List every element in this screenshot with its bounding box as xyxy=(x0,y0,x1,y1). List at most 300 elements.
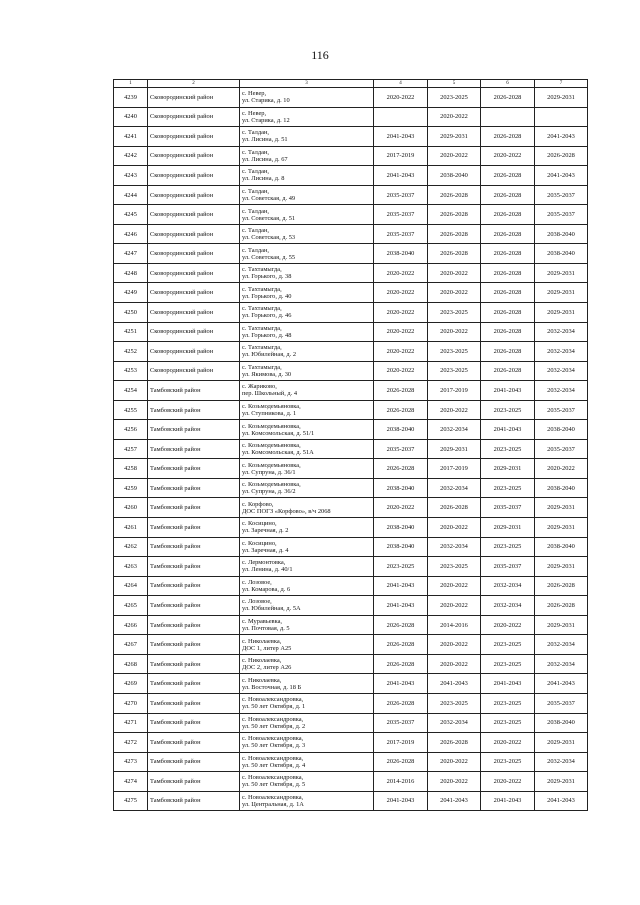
cell-number: 4270 xyxy=(114,693,148,713)
cell-district: Сковородинский район xyxy=(148,342,240,362)
address-line-settlement: с. Косицино, xyxy=(242,539,277,547)
address-line-street: ДОС ПОГЗ «Корфово», в/ч 2068 xyxy=(242,507,331,515)
address-line-settlement: с. Николаевка, xyxy=(242,657,282,665)
address-line-street: ул. Лисина, д. 8 xyxy=(242,175,285,183)
table-row xyxy=(114,361,588,381)
cell-period-2: 2014-2016 xyxy=(428,615,481,635)
header-col-3: 3 xyxy=(240,80,374,88)
cell-number: 4245 xyxy=(114,205,148,225)
cell-district: Тамбовский район xyxy=(148,752,240,772)
address-line-settlement: с. Козьмодемьяновка, xyxy=(242,422,301,430)
cell-address xyxy=(240,263,374,283)
cell-period-1: 2038-2040 xyxy=(374,537,428,557)
cell-district: Сковородинский район xyxy=(148,283,240,303)
cell-period-2: 2020-2022 xyxy=(428,635,481,655)
table-row xyxy=(114,772,588,792)
cell-period-3: 2032-2034 xyxy=(481,576,535,596)
cell-number: 4249 xyxy=(114,283,148,303)
cell-period-2: 2020-2022 xyxy=(428,772,481,792)
address-line-street: ул. Супруна, д. 36/1 xyxy=(242,468,296,476)
cell-period-2: 2023-2025 xyxy=(428,303,481,323)
address-line-street: ул. Горького, д. 40 xyxy=(242,292,292,300)
cell-period-2: 2032-2034 xyxy=(428,537,481,557)
table-row xyxy=(114,635,588,655)
cell-period-4: 2032-2034 xyxy=(535,381,588,401)
cell-period-2: 2020-2022 xyxy=(428,400,481,420)
cell-district: Тамбовский район xyxy=(148,381,240,401)
cell-address xyxy=(240,127,374,147)
cell-period-2: 2023-2025 xyxy=(428,693,481,713)
cell-address xyxy=(240,693,374,713)
cell-district: Сковородинский район xyxy=(148,303,240,323)
cell-period-1: 2035-2037 xyxy=(374,205,428,225)
cell-address xyxy=(240,596,374,616)
table-row xyxy=(114,127,588,147)
cell-period-2: 2038-2040 xyxy=(428,166,481,186)
address-line-settlement: с. Невер, xyxy=(242,109,267,117)
cell-period-2: 2020-2022 xyxy=(428,322,481,342)
table-row xyxy=(114,733,588,753)
cell-number: 4239 xyxy=(114,88,148,108)
table-body xyxy=(114,88,588,811)
address-line-settlement: с. Тахтамыгда, xyxy=(242,266,282,274)
cell-number: 4266 xyxy=(114,615,148,635)
cell-address xyxy=(240,361,374,381)
address-line-settlement: с. Новоалександровка, xyxy=(242,793,304,801)
cell-district: Сковородинский район xyxy=(148,205,240,225)
cell-period-3: 2026-2028 xyxy=(481,185,535,205)
cell-number: 4257 xyxy=(114,439,148,459)
cell-period-1: 2038-2040 xyxy=(374,478,428,498)
header-col-5: 5 xyxy=(428,80,481,88)
address-line-settlement: с. Новоалександровка, xyxy=(242,715,304,723)
address-line-settlement: с. Козьмодемьяновка, xyxy=(242,403,301,411)
address-line-street: ул. Центральная, д. 1А xyxy=(242,800,304,808)
cell-period-2: 2029-2031 xyxy=(428,439,481,459)
cell-period-3: 2020-2022 xyxy=(481,146,535,166)
table-row xyxy=(114,791,588,811)
cell-period-3: 2026-2028 xyxy=(481,88,535,108)
cell-period-2: 2041-2043 xyxy=(428,791,481,811)
cell-district: Тамбовский район xyxy=(148,615,240,635)
address-line-street: ул. 50 лет Октября, д. 1 xyxy=(242,703,306,711)
cell-number: 4246 xyxy=(114,224,148,244)
cell-period-4: 2029-2031 xyxy=(535,615,588,635)
address-line-settlement: с. Талдан, xyxy=(242,246,269,254)
cell-number: 4251 xyxy=(114,322,148,342)
cell-period-1: 2035-2037 xyxy=(374,185,428,205)
cell-address xyxy=(240,733,374,753)
cell-district: Сковородинский район xyxy=(148,224,240,244)
cell-period-2: 2020-2022 xyxy=(428,283,481,303)
cell-address xyxy=(240,146,374,166)
cell-period-2: 2017-2019 xyxy=(428,459,481,479)
cell-period-3: 2026-2028 xyxy=(481,342,535,362)
cell-period-3: 2026-2028 xyxy=(481,322,535,342)
address-line-settlement: с. Корфово, xyxy=(242,500,274,508)
cell-period-1: 2020-2022 xyxy=(374,361,428,381)
cell-period-1: 2020-2022 xyxy=(374,303,428,323)
table-header-row xyxy=(114,80,588,88)
table-row xyxy=(114,107,588,127)
cell-period-1: 2020-2022 xyxy=(374,322,428,342)
cell-period-2: 2026-2028 xyxy=(428,224,481,244)
cell-period-1: 2041-2043 xyxy=(374,576,428,596)
address-line-settlement: с. Тахтамыгда, xyxy=(242,324,282,332)
cell-address xyxy=(240,518,374,538)
cell-address xyxy=(240,674,374,694)
cell-period-4: 2032-2034 xyxy=(535,342,588,362)
table-row xyxy=(114,283,588,303)
cell-period-4: 2029-2031 xyxy=(535,263,588,283)
cell-address xyxy=(240,576,374,596)
cell-number: 4271 xyxy=(114,713,148,733)
address-line-settlement: с. Новоалександровка, xyxy=(242,754,304,762)
table-row xyxy=(114,88,588,108)
cell-period-4: 2032-2034 xyxy=(535,635,588,655)
cell-number: 4240 xyxy=(114,107,148,127)
cell-address xyxy=(240,205,374,225)
cell-period-1: 2038-2040 xyxy=(374,518,428,538)
cell-period-1: 2023-2025 xyxy=(374,557,428,577)
register-table xyxy=(113,79,588,811)
cell-period-4: 2029-2031 xyxy=(535,88,588,108)
cell-period-3 xyxy=(481,107,535,127)
cell-period-4: 2038-2040 xyxy=(535,244,588,264)
table-row xyxy=(114,185,588,205)
address-line-street: ул. Советская, д. 55 xyxy=(242,253,296,261)
address-line-settlement: с. Новоалександровка, xyxy=(242,774,304,782)
table-row xyxy=(114,322,588,342)
cell-period-3: 2026-2028 xyxy=(481,361,535,381)
cell-period-4: 2041-2043 xyxy=(535,166,588,186)
address-line-street: ул. Советская, д. 51 xyxy=(242,214,296,222)
cell-period-4: 2032-2034 xyxy=(535,322,588,342)
address-line-settlement: с. Талдан, xyxy=(242,207,269,215)
cell-period-4: 2029-2031 xyxy=(535,518,588,538)
address-line-settlement: с. Николаевка, xyxy=(242,637,282,645)
cell-number: 4273 xyxy=(114,752,148,772)
cell-period-3: 2026-2028 xyxy=(481,283,535,303)
table-row xyxy=(114,342,588,362)
header-col-4: 4 xyxy=(374,80,428,88)
cell-period-1: 2017-2019 xyxy=(374,733,428,753)
cell-number: 4252 xyxy=(114,342,148,362)
cell-period-3: 2026-2028 xyxy=(481,166,535,186)
cell-district: Сковородинский район xyxy=(148,88,240,108)
cell-period-4: 2029-2031 xyxy=(535,303,588,323)
address-line-settlement: с. Николаевка, xyxy=(242,676,282,684)
cell-district: Сковородинский район xyxy=(148,244,240,264)
cell-period-3: 2020-2022 xyxy=(481,615,535,635)
cell-district: Тамбовский район xyxy=(148,576,240,596)
cell-number: 4244 xyxy=(114,185,148,205)
page-number: 116 xyxy=(311,48,329,62)
table-row xyxy=(114,615,588,635)
address-line-street: ул. Заречная, д. 2 xyxy=(242,527,289,535)
cell-period-4: 2035-2037 xyxy=(535,185,588,205)
cell-number: 4272 xyxy=(114,733,148,753)
table-row xyxy=(114,654,588,674)
address-line-settlement: с. Тахтамыгда, xyxy=(242,363,282,371)
cell-number: 4248 xyxy=(114,263,148,283)
cell-address xyxy=(240,224,374,244)
address-line-street: ул. 50 лет Октября, д. 3 xyxy=(242,742,306,750)
header-col-6: 6 xyxy=(481,80,535,88)
cell-address xyxy=(240,107,374,127)
cell-district: Тамбовский район xyxy=(148,557,240,577)
cell-period-2: 2020-2022 xyxy=(428,752,481,772)
cell-period-2: 2017-2019 xyxy=(428,381,481,401)
cell-period-2: 2020-2022 xyxy=(428,654,481,674)
cell-period-1: 2020-2022 xyxy=(374,342,428,362)
cell-district: Сковородинский район xyxy=(148,361,240,381)
cell-period-2: 2026-2028 xyxy=(428,733,481,753)
cell-period-3: 2026-2028 xyxy=(481,263,535,283)
cell-period-1: 2020-2022 xyxy=(374,88,428,108)
address-line-street: ул. Советская, д. 49 xyxy=(242,195,296,202)
cell-district: Сковородинский район xyxy=(148,146,240,166)
address-line-settlement: с. Новоалександровка, xyxy=(242,696,304,704)
address-line-settlement: с. Жариково, xyxy=(242,383,277,391)
cell-district: Тамбовский район xyxy=(148,459,240,479)
address-line-settlement: с. Лермонтовка, xyxy=(242,559,286,567)
cell-address xyxy=(240,635,374,655)
cell-number: 4255 xyxy=(114,400,148,420)
cell-address xyxy=(240,166,374,186)
header-col-2: 2 xyxy=(148,80,240,88)
address-line-street: ДОС 2, литер А26 xyxy=(242,664,292,672)
cell-period-2: 2020-2022 xyxy=(428,263,481,283)
cell-address xyxy=(240,283,374,303)
address-line-settlement: с. Лозовое, xyxy=(242,598,272,606)
cell-period-1: 2038-2040 xyxy=(374,244,428,264)
cell-period-4: 2035-2037 xyxy=(535,205,588,225)
cell-period-3: 2029-2031 xyxy=(481,459,535,479)
cell-district: Тамбовский район xyxy=(148,478,240,498)
address-line-settlement: с. Козьмодемьяновка, xyxy=(242,481,301,489)
cell-period-1: 2041-2043 xyxy=(374,166,428,186)
address-line-street: ул. 50 лет Октября, д. 2 xyxy=(242,722,306,730)
address-line-street: ул. Почтовая, д. 5 xyxy=(242,625,290,633)
cell-period-3: 2041-2043 xyxy=(481,420,535,440)
address-line-settlement: с. Косицино, xyxy=(242,520,277,528)
cell-period-3: 2041-2043 xyxy=(481,381,535,401)
address-line-street: ул. Старика, д. 10 xyxy=(242,97,290,105)
cell-address xyxy=(240,400,374,420)
cell-number: 4268 xyxy=(114,654,148,674)
table-row xyxy=(114,693,588,713)
cell-period-1: 2041-2043 xyxy=(374,596,428,616)
address-line-street: ул. Якимова, д. 30 xyxy=(242,370,292,378)
table-row xyxy=(114,400,588,420)
cell-district: Тамбовский район xyxy=(148,400,240,420)
cell-period-4 xyxy=(535,107,588,127)
cell-period-4: 2038-2040 xyxy=(535,420,588,440)
cell-period-3: 2041-2043 xyxy=(481,791,535,811)
cell-period-4: 2029-2031 xyxy=(535,283,588,303)
cell-period-4: 2029-2031 xyxy=(535,733,588,753)
cell-period-1: 2014-2016 xyxy=(374,772,428,792)
cell-number: 4263 xyxy=(114,557,148,577)
cell-number: 4253 xyxy=(114,361,148,381)
cell-period-1: 2035-2037 xyxy=(374,439,428,459)
cell-number: 4275 xyxy=(114,791,148,811)
cell-district: Тамбовский район xyxy=(148,420,240,440)
table-row xyxy=(114,166,588,186)
cell-period-1: 2017-2019 xyxy=(374,146,428,166)
address-line-settlement: с. Лозовое, xyxy=(242,578,272,586)
cell-district: Тамбовский район xyxy=(148,674,240,694)
cell-district: Сковородинский район xyxy=(148,107,240,127)
address-line-street: ул. Комсомольская, д. 51А xyxy=(242,449,314,457)
address-line-street: ул. Восточная, д. 18 Б xyxy=(242,683,302,691)
cell-period-3: 2023-2025 xyxy=(481,693,535,713)
cell-period-4: 2035-2037 xyxy=(535,400,588,420)
cell-period-2: 2032-2034 xyxy=(428,420,481,440)
cell-address xyxy=(240,420,374,440)
cell-period-4: 2029-2031 xyxy=(535,772,588,792)
address-line-street: ул. Заречная, д. 4 xyxy=(242,546,289,554)
cell-period-4: 2038-2040 xyxy=(535,478,588,498)
cell-number: 4247 xyxy=(114,244,148,264)
cell-period-1: 2026-2028 xyxy=(374,635,428,655)
cell-district: Сковородинский район xyxy=(148,185,240,205)
cell-period-2: 2020-2022 xyxy=(428,576,481,596)
cell-period-4: 2041-2043 xyxy=(535,127,588,147)
cell-number: 4269 xyxy=(114,674,148,694)
cell-address xyxy=(240,772,374,792)
cell-district: Тамбовский район xyxy=(148,791,240,811)
cell-district: Тамбовский район xyxy=(148,596,240,616)
cell-period-3: 2023-2025 xyxy=(481,400,535,420)
table-row xyxy=(114,557,588,577)
table-row xyxy=(114,263,588,283)
address-line-street: ул. Старика, д. 12 xyxy=(242,116,290,124)
cell-address xyxy=(240,713,374,733)
cell-district: Тамбовский район xyxy=(148,635,240,655)
cell-address xyxy=(240,88,374,108)
cell-address xyxy=(240,615,374,635)
cell-period-4: 2032-2034 xyxy=(535,752,588,772)
cell-district: Тамбовский район xyxy=(148,439,240,459)
address-line-street: ул. Горького, д. 48 xyxy=(242,331,292,339)
cell-period-4: 2029-2031 xyxy=(535,557,588,577)
cell-period-4: 2035-2037 xyxy=(535,439,588,459)
table-row xyxy=(114,459,588,479)
cell-period-2: 2020-2022 xyxy=(428,146,481,166)
table-row xyxy=(114,205,588,225)
cell-period-4: 2041-2043 xyxy=(535,674,588,694)
address-line-street: пер. Школьный, д. 4 xyxy=(242,390,298,398)
cell-period-3: 2026-2028 xyxy=(481,224,535,244)
cell-number: 4264 xyxy=(114,576,148,596)
cell-district: Тамбовский район xyxy=(148,654,240,674)
cell-number: 4262 xyxy=(114,537,148,557)
address-line-settlement: с. Талдан, xyxy=(242,168,269,176)
cell-period-2: 2023-2025 xyxy=(428,342,481,362)
cell-period-1: 2035-2037 xyxy=(374,224,428,244)
cell-number: 4250 xyxy=(114,303,148,323)
cell-number: 4267 xyxy=(114,635,148,655)
address-line-street: ул. Комарова, д. 6 xyxy=(242,585,291,593)
cell-period-2: 2020-2022 xyxy=(428,596,481,616)
cell-period-4: 2026-2028 xyxy=(535,576,588,596)
header-col-1: 1 xyxy=(114,80,148,88)
cell-district: Тамбовский район xyxy=(148,693,240,713)
cell-period-2: 2023-2025 xyxy=(428,361,481,381)
cell-address xyxy=(240,381,374,401)
cell-period-3: 2023-2025 xyxy=(481,713,535,733)
cell-number: 4241 xyxy=(114,127,148,147)
table-row xyxy=(114,381,588,401)
address-line-street: ул. Юбилейная, д. 5А xyxy=(242,605,301,613)
table-row xyxy=(114,596,588,616)
cell-period-4: 2041-2043 xyxy=(535,791,588,811)
address-line-street: ул. Горького, д. 46 xyxy=(242,312,292,320)
cell-period-1: 2035-2037 xyxy=(374,713,428,733)
address-line-street: ДОС 1, литер А25 xyxy=(242,644,292,652)
address-line-settlement: с. Козьмодемьяновка, xyxy=(242,442,301,450)
cell-address xyxy=(240,185,374,205)
cell-period-1: 2026-2028 xyxy=(374,615,428,635)
cell-district: Сковородинский район xyxy=(148,322,240,342)
cell-period-2: 2026-2028 xyxy=(428,498,481,518)
table-row xyxy=(114,224,588,244)
cell-period-3: 2026-2028 xyxy=(481,205,535,225)
cell-address xyxy=(240,478,374,498)
address-line-street: ул. Супруна, д. 36/2 xyxy=(242,488,296,496)
cell-period-4: 2032-2034 xyxy=(535,361,588,381)
address-line-settlement: с. Талдан, xyxy=(242,129,269,137)
cell-period-3: 2023-2025 xyxy=(481,439,535,459)
cell-period-2: 2026-2028 xyxy=(428,244,481,264)
cell-period-1: 2026-2028 xyxy=(374,654,428,674)
table-row xyxy=(114,244,588,264)
cell-district: Тамбовский район xyxy=(148,498,240,518)
address-line-street: ул. Советская, д. 53 xyxy=(242,234,296,242)
cell-period-4: 2020-2022 xyxy=(535,459,588,479)
cell-address xyxy=(240,459,374,479)
cell-period-2: 2020-2022 xyxy=(428,107,481,127)
address-line-settlement: с. Талдан, xyxy=(242,148,269,156)
table-row xyxy=(114,420,588,440)
address-line-street: ул. Лисина, д. 51 xyxy=(242,136,288,144)
cell-district: Тамбовский район xyxy=(148,772,240,792)
cell-period-2: 2026-2028 xyxy=(428,205,481,225)
cell-period-3: 2023-2025 xyxy=(481,654,535,674)
cell-period-1: 2041-2043 xyxy=(374,674,428,694)
address-line-street: ул. Горького, д. 38 xyxy=(242,273,292,281)
cell-period-4: 2029-2031 xyxy=(535,498,588,518)
cell-period-2: 2026-2028 xyxy=(428,185,481,205)
cell-period-3: 2041-2043 xyxy=(481,674,535,694)
table-row xyxy=(114,303,588,323)
cell-period-1: 2026-2028 xyxy=(374,400,428,420)
cell-address xyxy=(240,439,374,459)
cell-period-2: 2023-2025 xyxy=(428,557,481,577)
cell-period-1: 2041-2043 xyxy=(374,127,428,147)
cell-address xyxy=(240,498,374,518)
table-row xyxy=(114,146,588,166)
cell-period-3: 2023-2025 xyxy=(481,537,535,557)
cell-address xyxy=(240,654,374,674)
address-line-settlement: с. Муравьевка, xyxy=(242,618,283,626)
cell-number: 4260 xyxy=(114,498,148,518)
cell-period-3: 2023-2025 xyxy=(481,752,535,772)
cell-period-3: 2032-2034 xyxy=(481,596,535,616)
cell-address xyxy=(240,322,374,342)
